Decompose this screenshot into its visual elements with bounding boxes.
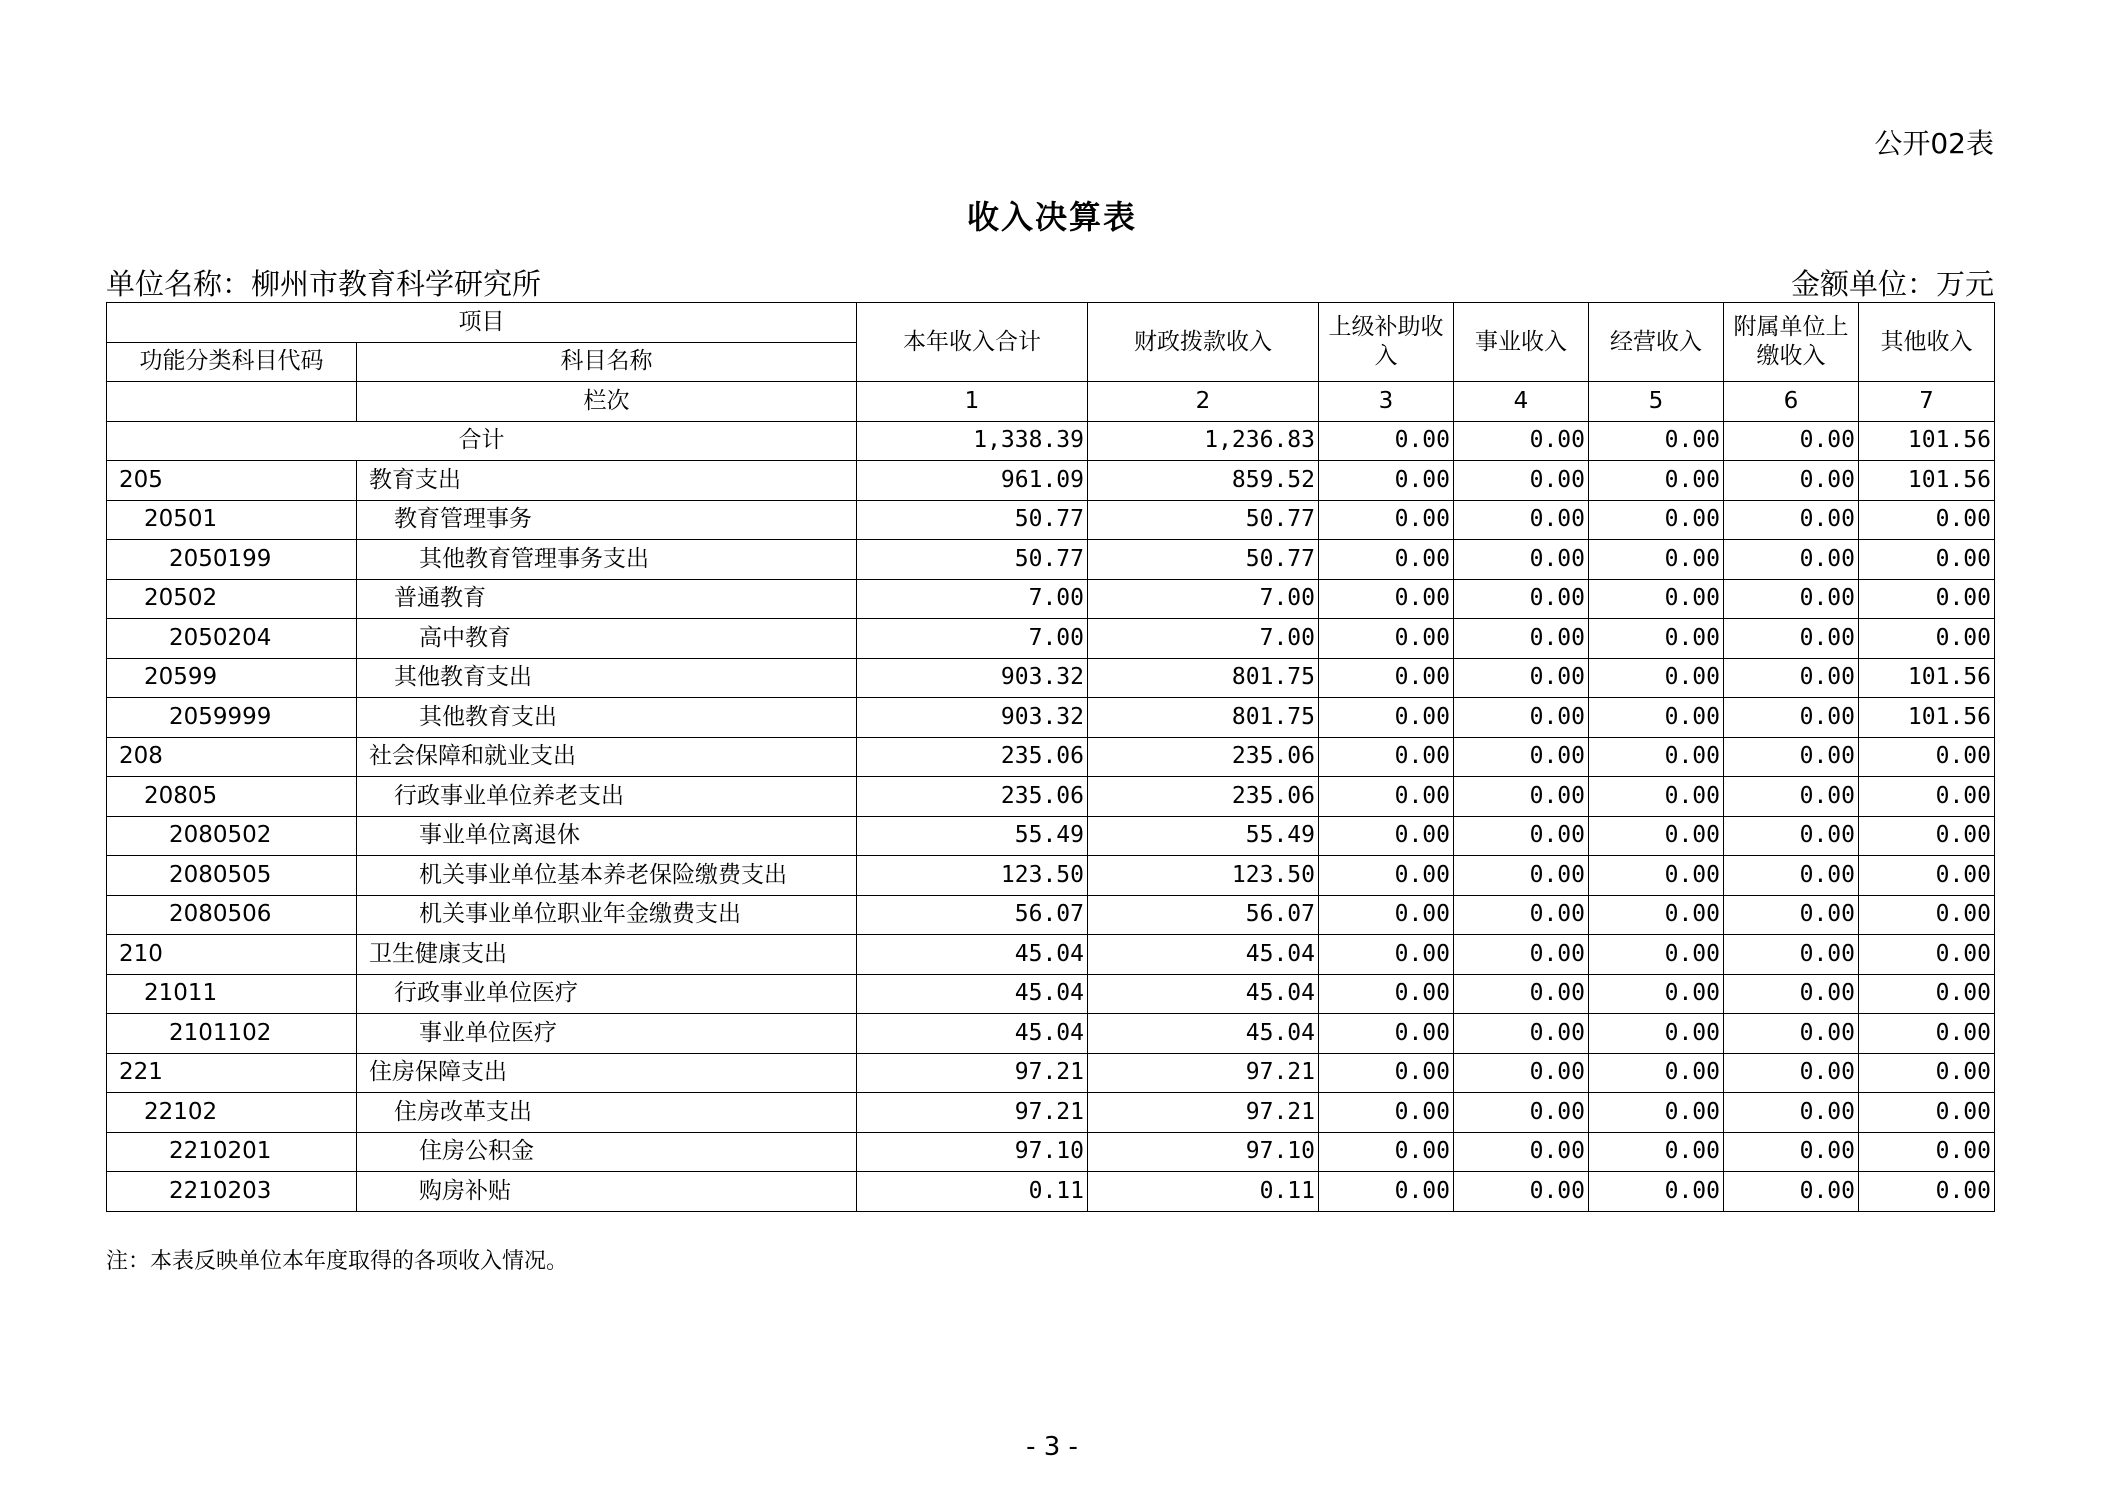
amount-cell: 903.32 xyxy=(857,658,1088,698)
amount-cell: 0.00 xyxy=(1589,1053,1724,1093)
amount-cell: 123.50 xyxy=(1088,856,1319,896)
amount-cell: 0.00 xyxy=(1859,935,1995,975)
header-col-1: 本年收入合计 xyxy=(857,303,1088,382)
amount-cell: 235.06 xyxy=(1088,777,1319,817)
subject-name: 购房补贴 xyxy=(357,1172,857,1212)
amount-cell: 0.00 xyxy=(1859,500,1995,540)
amount-cell: 0.00 xyxy=(1319,461,1454,501)
subject-name: 卫生健康支出 xyxy=(357,935,857,975)
subject-name: 其他教育支出 xyxy=(357,658,857,698)
amount-cell: 0.00 xyxy=(1454,737,1589,777)
amount-cell: 0.00 xyxy=(1319,658,1454,698)
amount-cell: 0.00 xyxy=(1724,1093,1859,1133)
amount-cell: 0.00 xyxy=(1724,856,1859,896)
amount-cell: 0.00 xyxy=(1589,1093,1724,1133)
amount-cell: 0.00 xyxy=(1859,856,1995,896)
amount-cell: 45.04 xyxy=(1088,974,1319,1014)
header-blank xyxy=(107,382,357,422)
subject-code: 20502 xyxy=(107,579,357,619)
table-row xyxy=(107,895,1995,935)
subject-code: 2210201 xyxy=(107,1132,357,1172)
subject-name: 社会保障和就业支出 xyxy=(357,737,857,777)
table-row xyxy=(107,856,1995,896)
amount-cell: 235.06 xyxy=(1088,737,1319,777)
header-col-5: 经营收入 xyxy=(1589,303,1724,382)
amount-cell: 0.00 xyxy=(1859,737,1995,777)
amount-cell: 0.00 xyxy=(1589,737,1724,777)
amount-cell: 45.04 xyxy=(857,935,1088,975)
col-number: 3 xyxy=(1319,382,1454,422)
amount-cell: 0.00 xyxy=(1319,737,1454,777)
amount-cell: 0.00 xyxy=(1454,540,1589,580)
amount-cell: 0.00 xyxy=(1454,895,1589,935)
subject-code: 21011 xyxy=(107,974,357,1014)
amount-cell: 0.00 xyxy=(1319,777,1454,817)
amount-cell: 0.00 xyxy=(1859,1014,1995,1054)
amount-cell: 0.00 xyxy=(1454,579,1589,619)
amount-cell: 0.00 xyxy=(1319,500,1454,540)
amount-cell: 0.00 xyxy=(1454,658,1589,698)
subject-code: 20599 xyxy=(107,658,357,698)
col-number: 7 xyxy=(1859,382,1995,422)
amount-cell: 0.11 xyxy=(857,1172,1088,1212)
subject-name: 住房公积金 xyxy=(357,1132,857,1172)
amount-cell: 0.00 xyxy=(1319,856,1454,896)
subject-name: 事业单位医疗 xyxy=(357,1014,857,1054)
amount-cell: 0.00 xyxy=(1319,1053,1454,1093)
amount-cell: 0.00 xyxy=(1724,1172,1859,1212)
header-item: 项目 xyxy=(107,303,857,343)
form-number: 公开02表 xyxy=(1874,127,1994,160)
amount-cell: 0.00 xyxy=(1454,816,1589,856)
amount-cell: 0.00 xyxy=(1454,935,1589,975)
table-row xyxy=(107,737,1995,777)
amount-cell: 7.00 xyxy=(857,619,1088,659)
total-value: 1,236.83 xyxy=(1088,421,1319,461)
amount-cell: 0.00 xyxy=(1859,579,1995,619)
amount-cell: 0.00 xyxy=(1589,698,1724,738)
subject-name: 教育管理事务 xyxy=(357,500,857,540)
total-value: 1,338.39 xyxy=(857,421,1088,461)
table-row xyxy=(107,540,1995,580)
amount-cell: 50.77 xyxy=(857,500,1088,540)
subject-code: 2050199 xyxy=(107,540,357,580)
amount-cell: 50.77 xyxy=(1088,540,1319,580)
amount-cell: 0.00 xyxy=(1589,619,1724,659)
subject-name: 其他教育管理事务支出 xyxy=(357,540,857,580)
amount-cell: 0.00 xyxy=(1859,1172,1995,1212)
amount-cell: 0.00 xyxy=(1319,935,1454,975)
table-row xyxy=(107,579,1995,619)
amount-cell: 0.00 xyxy=(1724,1014,1859,1054)
amount-cell: 801.75 xyxy=(1088,658,1319,698)
amount-cell: 0.00 xyxy=(1454,1053,1589,1093)
amount-cell: 0.00 xyxy=(1724,619,1859,659)
amount-cell: 0.00 xyxy=(1724,816,1859,856)
col-number: 2 xyxy=(1088,382,1319,422)
subject-code: 2210203 xyxy=(107,1172,357,1212)
subject-name: 教育支出 xyxy=(357,461,857,501)
table-row xyxy=(107,500,1995,540)
amount-cell: 0.00 xyxy=(1859,1053,1995,1093)
table-row xyxy=(107,1053,1995,1093)
amount-cell: 0.00 xyxy=(1454,974,1589,1014)
income-table xyxy=(106,302,1995,1212)
subject-name: 机关事业单位职业年金缴费支出 xyxy=(357,895,857,935)
amount-cell: 961.09 xyxy=(857,461,1088,501)
page-number: - 3 - xyxy=(1026,1432,1078,1462)
total-row xyxy=(107,421,1995,461)
amount-cell: 0.00 xyxy=(1859,974,1995,1014)
amount-cell: 0.00 xyxy=(1319,579,1454,619)
amount-cell: 0.00 xyxy=(1859,540,1995,580)
amount-cell: 0.00 xyxy=(1319,1093,1454,1133)
amount-cell: 55.49 xyxy=(1088,816,1319,856)
total-value: 0.00 xyxy=(1589,421,1724,461)
amount-cell: 235.06 xyxy=(857,777,1088,817)
table-row xyxy=(107,1093,1995,1133)
amount-cell: 0.00 xyxy=(1589,1172,1724,1212)
amount-cell: 0.00 xyxy=(1319,816,1454,856)
subject-code: 20501 xyxy=(107,500,357,540)
total-value: 0.00 xyxy=(1319,421,1454,461)
amount-cell: 7.00 xyxy=(1088,619,1319,659)
header-col-6: 附属单位上缴收入 xyxy=(1724,303,1859,382)
header-col-7: 其他收入 xyxy=(1859,303,1995,382)
amount-cell: 0.00 xyxy=(1859,1132,1995,1172)
amount-cell: 0.00 xyxy=(1589,974,1724,1014)
amount-cell: 97.10 xyxy=(857,1132,1088,1172)
subject-code: 2080502 xyxy=(107,816,357,856)
amount-cell: 0.00 xyxy=(1454,777,1589,817)
subject-code: 20805 xyxy=(107,777,357,817)
total-value: 0.00 xyxy=(1454,421,1589,461)
amount-cell: 0.00 xyxy=(1319,1014,1454,1054)
col-number: 6 xyxy=(1724,382,1859,422)
subject-code: 210 xyxy=(107,935,357,975)
total-value: 0.00 xyxy=(1724,421,1859,461)
subject-name: 机关事业单位基本养老保险缴费支出 xyxy=(357,856,857,896)
subject-name: 住房改革支出 xyxy=(357,1093,857,1133)
amount-cell: 0.00 xyxy=(1859,895,1995,935)
amount-cell: 0.00 xyxy=(1589,935,1724,975)
unit-name: 单位名称：柳州市教育科学研究所 xyxy=(106,267,542,301)
subject-code: 221 xyxy=(107,1053,357,1093)
amount-cell: 50.77 xyxy=(857,540,1088,580)
amount-cell: 0.00 xyxy=(1724,500,1859,540)
amount-cell: 0.00 xyxy=(1319,540,1454,580)
amount-cell: 45.04 xyxy=(1088,935,1319,975)
amount-cell: 7.00 xyxy=(1088,579,1319,619)
amount-cell: 97.21 xyxy=(1088,1093,1319,1133)
amount-cell: 0.00 xyxy=(1859,619,1995,659)
amount-cell: 0.00 xyxy=(1859,816,1995,856)
amount-cell: 0.00 xyxy=(1319,895,1454,935)
amount-cell: 0.00 xyxy=(1724,935,1859,975)
amount-cell: 0.00 xyxy=(1319,698,1454,738)
amount-cell: 50.77 xyxy=(1088,500,1319,540)
table-row xyxy=(107,619,1995,659)
table-note: 注：本表反映单位本年度取得的各项收入情况。 xyxy=(106,1249,569,1274)
amount-cell: 0.00 xyxy=(1454,500,1589,540)
amount-cell: 0.00 xyxy=(1724,777,1859,817)
table-row xyxy=(107,1014,1995,1054)
total-label: 合计 xyxy=(107,421,857,461)
table-row xyxy=(107,658,1995,698)
amount-cell: 45.04 xyxy=(857,974,1088,1014)
amount-cell: 0.00 xyxy=(1589,1132,1724,1172)
amount-cell: 0.00 xyxy=(1724,737,1859,777)
amount-cell: 0.00 xyxy=(1319,1132,1454,1172)
subject-name: 其他教育支出 xyxy=(357,698,857,738)
amount-unit: 金额单位：万元 xyxy=(1790,267,1994,301)
header-col-index-label: 栏次 xyxy=(357,382,857,422)
subject-name: 事业单位离退休 xyxy=(357,816,857,856)
amount-cell: 859.52 xyxy=(1088,461,1319,501)
amount-cell: 0.00 xyxy=(1589,461,1724,501)
amount-cell: 0.00 xyxy=(1724,1132,1859,1172)
amount-cell: 0.00 xyxy=(1454,1132,1589,1172)
header-code: 功能分类科目代码 xyxy=(107,342,357,382)
amount-cell: 0.00 xyxy=(1319,1172,1454,1212)
amount-cell: 0.00 xyxy=(1724,698,1859,738)
amount-cell: 0.00 xyxy=(1454,1172,1589,1212)
amount-cell: 0.00 xyxy=(1589,816,1724,856)
amount-cell: 0.00 xyxy=(1724,1053,1859,1093)
amount-cell: 0.00 xyxy=(1724,540,1859,580)
subject-code: 205 xyxy=(107,461,357,501)
subject-code: 2101102 xyxy=(107,1014,357,1054)
subject-name: 行政事业单位养老支出 xyxy=(357,777,857,817)
amount-cell: 0.00 xyxy=(1454,619,1589,659)
col-number: 4 xyxy=(1454,382,1589,422)
header-col-4: 事业收入 xyxy=(1454,303,1589,382)
amount-cell: 123.50 xyxy=(857,856,1088,896)
subject-name: 普通教育 xyxy=(357,579,857,619)
amount-cell: 0.00 xyxy=(1859,1093,1995,1133)
table-row xyxy=(107,935,1995,975)
amount-cell: 101.56 xyxy=(1859,698,1995,738)
amount-cell: 0.00 xyxy=(1724,974,1859,1014)
table-row xyxy=(107,1172,1995,1212)
amount-cell: 56.07 xyxy=(1088,895,1319,935)
amount-cell: 45.04 xyxy=(1088,1014,1319,1054)
subject-code: 2050204 xyxy=(107,619,357,659)
amount-cell: 0.00 xyxy=(1589,777,1724,817)
page-title: 收入决算表 xyxy=(966,198,1137,236)
amount-cell: 97.21 xyxy=(1088,1053,1319,1093)
subject-code: 2080505 xyxy=(107,856,357,896)
amount-cell: 903.32 xyxy=(857,698,1088,738)
amount-cell: 0.00 xyxy=(1454,461,1589,501)
amount-cell: 235.06 xyxy=(857,737,1088,777)
subject-name: 行政事业单位医疗 xyxy=(357,974,857,1014)
col-number: 1 xyxy=(857,382,1088,422)
subject-code: 2080506 xyxy=(107,895,357,935)
table-row xyxy=(107,816,1995,856)
amount-cell: 801.75 xyxy=(1088,698,1319,738)
amount-cell: 0.00 xyxy=(1859,777,1995,817)
table-row xyxy=(107,461,1995,501)
amount-cell: 0.00 xyxy=(1589,1014,1724,1054)
amount-cell: 7.00 xyxy=(857,579,1088,619)
header-name: 科目名称 xyxy=(357,342,857,382)
amount-cell: 101.56 xyxy=(1859,658,1995,698)
amount-cell: 97.10 xyxy=(1088,1132,1319,1172)
total-value: 101.56 xyxy=(1859,421,1995,461)
table-row xyxy=(107,1132,1995,1172)
amount-cell: 0.00 xyxy=(1589,658,1724,698)
amount-cell: 56.07 xyxy=(857,895,1088,935)
amount-cell: 0.00 xyxy=(1589,856,1724,896)
amount-cell: 0.00 xyxy=(1589,500,1724,540)
subject-code: 208 xyxy=(107,737,357,777)
amount-cell: 97.21 xyxy=(857,1093,1088,1133)
amount-cell: 0.00 xyxy=(1454,698,1589,738)
subject-code: 22102 xyxy=(107,1093,357,1133)
amount-cell: 0.00 xyxy=(1724,461,1859,501)
amount-cell: 45.04 xyxy=(857,1014,1088,1054)
amount-cell: 0.00 xyxy=(1454,1014,1589,1054)
subject-name: 住房保障支出 xyxy=(357,1053,857,1093)
amount-cell: 55.49 xyxy=(857,816,1088,856)
amount-cell: 0.00 xyxy=(1319,974,1454,1014)
col-number: 5 xyxy=(1589,382,1724,422)
table-row xyxy=(107,777,1995,817)
amount-cell: 0.00 xyxy=(1589,579,1724,619)
subject-code: 2059999 xyxy=(107,698,357,738)
header-col-3: 上级补助收入 xyxy=(1319,303,1454,382)
amount-cell: 97.21 xyxy=(857,1053,1088,1093)
amount-cell: 0.00 xyxy=(1724,579,1859,619)
table-row xyxy=(107,698,1995,738)
amount-cell: 101.56 xyxy=(1859,461,1995,501)
amount-cell: 0.00 xyxy=(1724,895,1859,935)
amount-cell: 0.00 xyxy=(1724,658,1859,698)
amount-cell: 0.11 xyxy=(1088,1172,1319,1212)
amount-cell: 0.00 xyxy=(1454,856,1589,896)
amount-cell: 0.00 xyxy=(1589,540,1724,580)
subject-name: 高中教育 xyxy=(357,619,857,659)
header-col-2: 财政拨款收入 xyxy=(1088,303,1319,382)
amount-cell: 0.00 xyxy=(1589,895,1724,935)
amount-cell: 0.00 xyxy=(1319,619,1454,659)
amount-cell: 0.00 xyxy=(1454,1093,1589,1133)
table-row xyxy=(107,974,1995,1014)
